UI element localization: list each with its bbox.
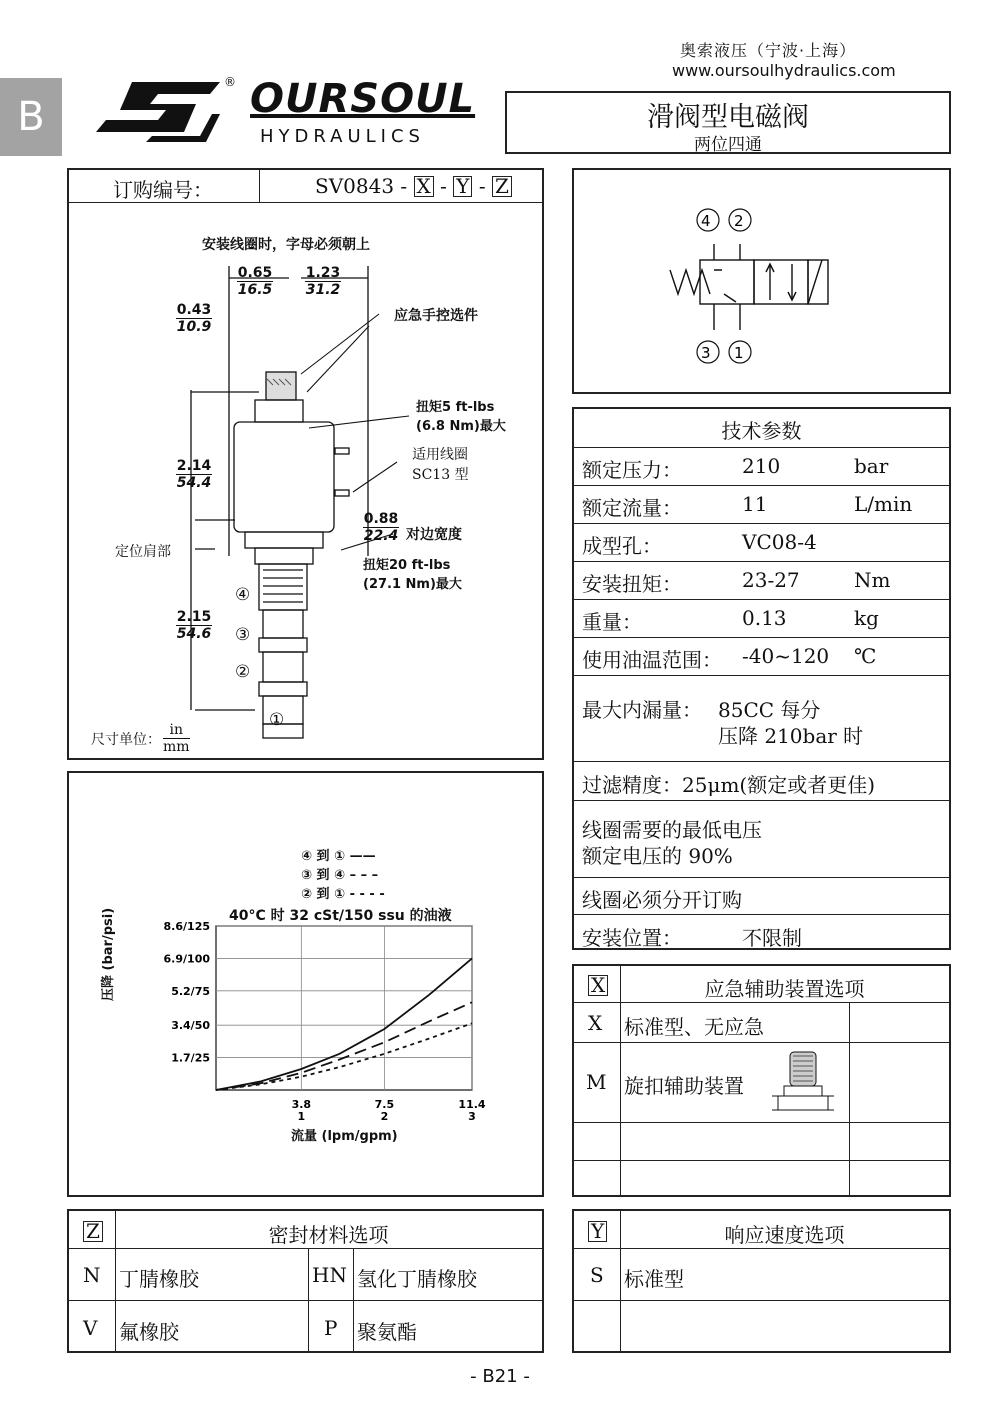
option-z-r1-d2: 氢化丁腈橡胶 [357,1267,477,1291]
page-number: - B21 - [470,1366,530,1387]
x-tick-label-gpm: 1 [297,1110,306,1123]
spec-label: 额定压力： [582,458,682,482]
x-tick-label-gpm: 2 [380,1110,389,1123]
hydraulic-symbol [574,170,949,392]
legend-item-3: ② 到 ① - - - - [301,887,385,902]
option-y-code: Y [588,1221,607,1242]
option-x-row1-desc: 标准型、无应急 [624,1015,764,1039]
y-tick-label: 5.2/75 [171,984,210,998]
symbol-port-2: 2 [734,212,744,230]
order-code-x: X [414,176,434,197]
logo [92,74,476,154]
option-y-header: 响应速度选项 [724,1223,845,1247]
spec-unit: ℃ [854,644,877,668]
x-axis-label: 流量 (lpm/gpm) [291,1129,398,1144]
spec-label: 使用油温范围： [582,648,722,672]
filter-spec: 过滤精度：25μm(额定或者更佳) [582,773,876,797]
legend-item-1: ④ 到 ① —— [301,849,376,864]
mount-value: 不限制 [742,926,802,950]
specs-header: 技术参数 [721,419,802,443]
y-tick-label: 3.4/50 [171,1019,210,1033]
option-z-r2-c2: P [324,1316,338,1340]
option-x-box [572,964,951,1197]
dim-1-23: 1.23 31.2 [305,265,341,298]
x-tick-label: 7.5 [374,1098,395,1111]
symbol-box [572,168,951,394]
spec-label: 安装扭矩： [582,572,682,596]
label-manual-option: 应急手控选件 [394,308,478,324]
leak-label: 最大内漏量： [582,698,702,722]
label-coil: 适用线圈 SC13 型 [412,447,469,483]
leak-line1: 85CC 每分 [718,698,821,722]
manual-knob-icon [768,1048,838,1118]
legend-item-2: ③ 到 ④ – – – [301,868,379,883]
spec-value: 11 [742,492,768,516]
option-z-r1-d1: 丁腈橡胶 [119,1267,199,1291]
label-torque-5: 扭矩5 ft-lbs (6.8 Nm)最大 [416,400,506,434]
spec-label: 成型孔： [582,534,662,558]
option-x-row1-code: X [588,1011,603,1035]
spec-unit: kg [854,606,879,630]
option-y-box [572,1209,951,1353]
coil-order-note: 线圈必须分开订购 [582,888,742,912]
spec-value: 23-27 [742,568,800,592]
spec-unit: Nm [854,568,891,592]
dim-0-43: 0.43 10.9 [176,302,212,335]
option-x-row2-desc: 旋扣辅助装置 [624,1074,744,1098]
units-note: 尺寸单位： in mm [91,722,190,755]
svg-text:®: ® [224,75,236,89]
symbol-port-3: 3 [701,344,711,362]
dim-2-15: 2.15 54.6 [176,609,212,642]
spec-value: VC08-4 [742,530,817,554]
chart-title: 40°C 时 32 cSt/150 ssu 的油液 [229,908,452,924]
dim-2-14: 2.14 54.4 [176,458,212,491]
order-code-y: Y [453,176,472,197]
order-code-z: Z [492,176,512,197]
section-tab: B [0,78,62,156]
option-y-r1-desc: 标准型 [624,1267,684,1291]
dim-0-65: 0.65 16.5 [237,265,273,298]
option-x-header: 应急辅助装置选项 [704,977,865,1001]
y-tick-label: 8.6/125 [163,920,210,933]
label-shoulder: 定位肩部 [115,544,171,560]
order-prefix: SV0843 - [315,174,408,198]
company-url[interactable]: www.oursoulhydraulics.com [672,61,896,80]
port-label-1: ① [269,710,285,730]
logo-wordmark: OURSOUL [250,76,476,122]
dim-0-88: 0.88 22.4 [363,511,399,544]
x-tick-label-gpm: 3 [468,1110,476,1123]
manual-knob [266,372,296,400]
option-z-header: 密封材料选项 [268,1223,389,1247]
series-line-1 [216,958,472,1090]
symbol-port-4: 4 [701,212,711,230]
y-tick-label: 6.9/100 [163,952,210,966]
symbol-port-1: 1 [734,344,744,362]
logo-sub: HYDRAULICS [260,126,425,147]
series-line-2 [216,1002,472,1090]
spec-unit: bar [854,454,889,478]
option-z-code: Z [83,1221,103,1242]
page-subtitle: 两位四通 [694,135,762,155]
series-line-3 [216,1023,472,1090]
voltage-line1: 线圈需要的最低电压 [582,818,762,842]
option-z-box [67,1209,544,1353]
title-box [505,91,951,154]
label-torque-20: 扭矩20 ft-lbs (27.1 Nm)最大 [363,558,462,592]
spec-label: 重量： [582,610,642,634]
option-z-r2-d1: 氟橡胶 [119,1320,179,1344]
spec-label: 额定流量： [582,496,682,520]
option-y-r1-code: S [590,1263,604,1287]
option-x-row2-code: M [586,1070,607,1094]
label-flats: 对边宽度 [406,527,462,543]
option-z-r2-c1: V [83,1316,98,1340]
mount-label: 安装位置： [582,926,682,950]
y-tick-label: 1.7/25 [171,1051,210,1065]
drawing-box [67,168,544,760]
option-z-r1-c2: HN [312,1263,347,1287]
drawing-note: 安装线圈时，字母必须朝上 [202,237,370,253]
port-label-4: ④ [235,585,251,605]
option-z-r1-c1: N [83,1263,101,1287]
order-model: SV0843 - X - Y - Z [315,174,512,198]
y-axis-label: 压降 (bar/psi) [101,907,116,1001]
chart-box [67,771,544,1197]
spec-unit: L/min [854,492,913,516]
specs-box [572,407,951,950]
spec-value: -40~120 [742,644,830,668]
port-label-2: ② [235,662,251,682]
option-z-r2-d2: 聚氨酯 [357,1320,417,1344]
leak-line2: 压降 210bar 时 [718,724,864,748]
voltage-line2: 额定电压的 90% [582,844,733,868]
x-tick-label: 3.8 [291,1098,312,1111]
order-label: 订购编号： [113,178,213,202]
x-tick-label: 11.4 [458,1098,486,1111]
port-label-3: ③ [235,625,251,645]
option-x-code: X [588,975,608,996]
page-title: 滑阀型电磁阀 [647,102,809,133]
spec-value: 210 [742,454,781,478]
spec-value: 0.13 [742,606,787,630]
company-name: 奥索液压（宁波·上海） [680,41,857,60]
